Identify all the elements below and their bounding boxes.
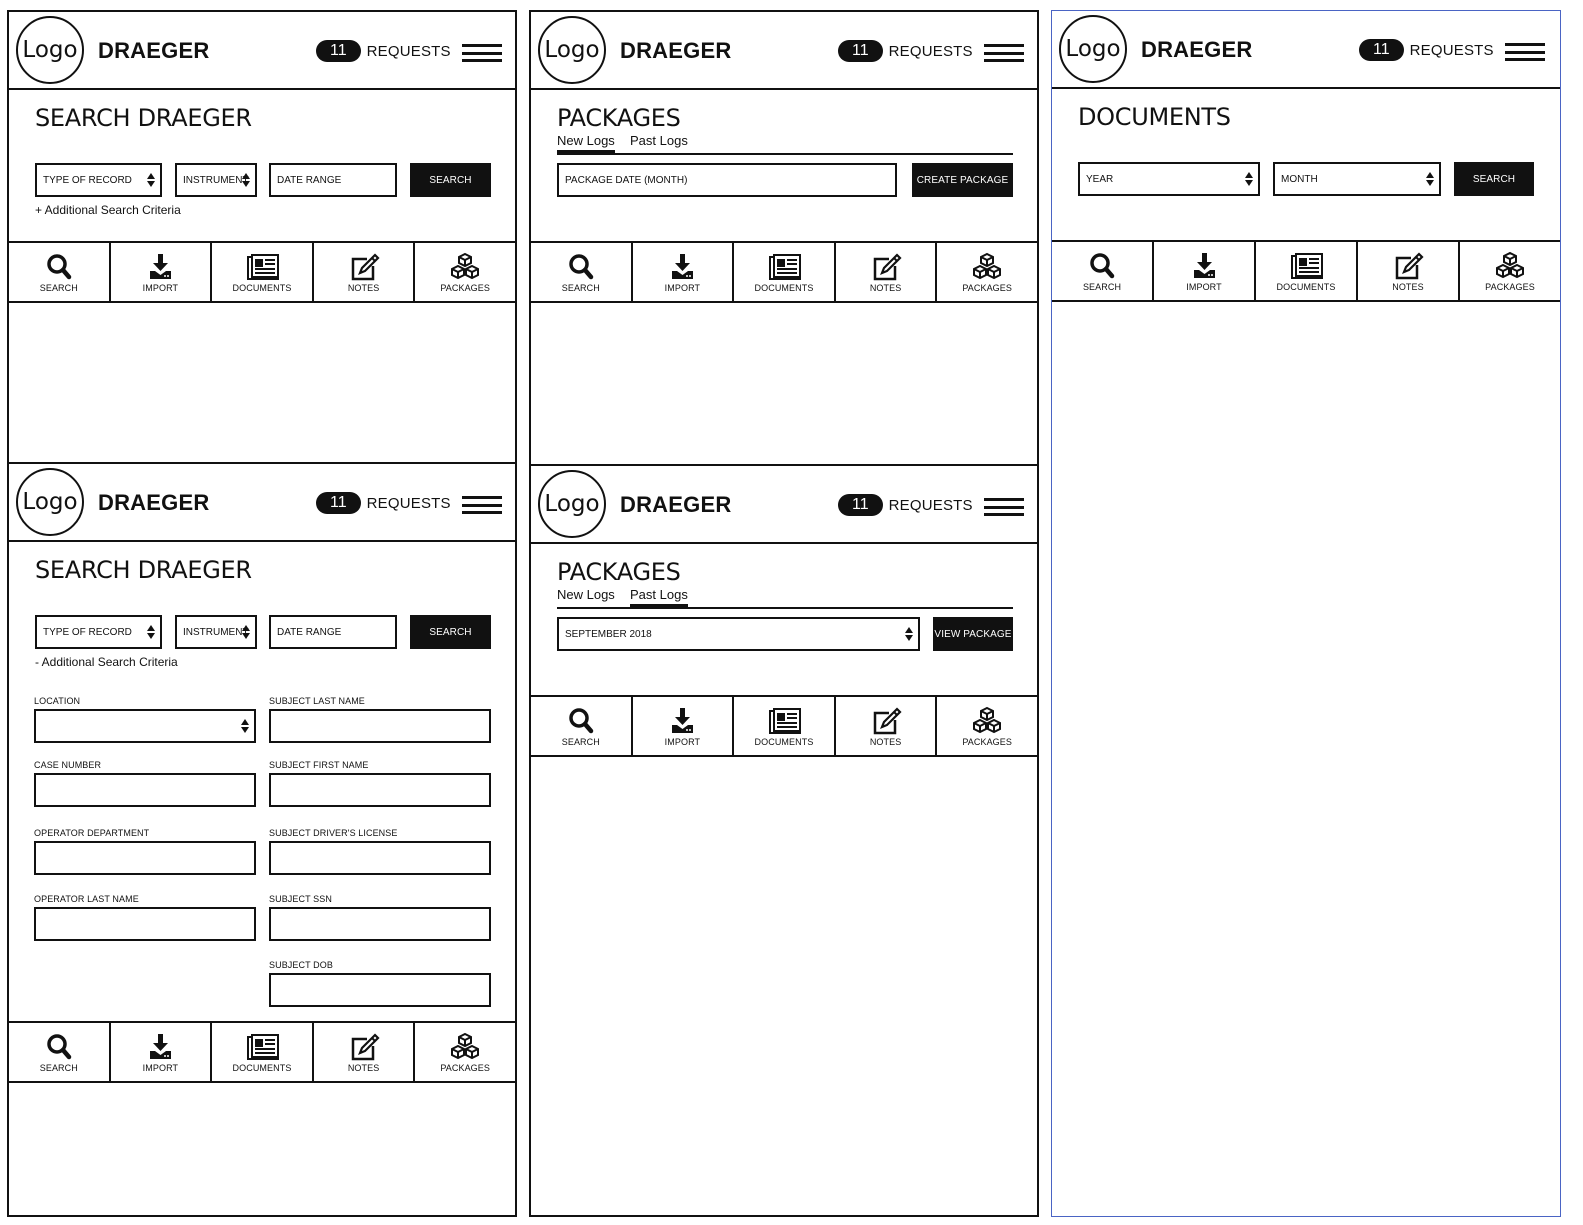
- nav-item-packages[interactable]: [937, 697, 1037, 755]
- nav-label: PACKAGES: [962, 736, 1012, 747]
- search-icon: [42, 252, 76, 282]
- nav-label: SEARCH: [39, 282, 78, 293]
- requests-indicator[interactable]: [1359, 39, 1494, 61]
- import-icon: [1187, 251, 1221, 281]
- nav-label: SEARCH: [561, 736, 600, 747]
- hamburger-menu-icon[interactable]: [1505, 43, 1545, 61]
- notes-icon: [1391, 251, 1425, 281]
- documents-icon: [245, 1032, 279, 1062]
- bottom-nav: [1052, 240, 1560, 302]
- logo[interactable]: Logo: [538, 470, 606, 538]
- search-icon: [564, 252, 598, 282]
- date-range-placeholder: DATE RANGE: [277, 174, 342, 186]
- requests-label: REQUESTS: [1409, 41, 1494, 59]
- app-header: [531, 466, 1037, 544]
- type-of-record-select[interactable]: [35, 163, 162, 197]
- subject-drivers-license-input[interactable]: [269, 841, 491, 875]
- location-label: LOCATION: [34, 696, 81, 706]
- package-month-value: SEPTEMBER 2018: [565, 628, 652, 640]
- nav-item-notes[interactable]: [836, 243, 938, 301]
- nav-label: DOCUMENTS: [232, 1062, 292, 1073]
- nav-item-search[interactable]: [9, 243, 111, 301]
- nav-item-import[interactable]: [111, 243, 213, 301]
- subject-first-name-input[interactable]: [269, 773, 491, 807]
- nav-item-search[interactable]: [1052, 242, 1154, 300]
- year-select[interactable]: [1078, 162, 1260, 196]
- nav-label: NOTES: [347, 1062, 380, 1073]
- year-value: YEAR: [1086, 173, 1114, 185]
- nav-item-notes[interactable]: [1358, 242, 1460, 300]
- requests-indicator[interactable]: [838, 494, 973, 516]
- requests-count-badge: 11: [316, 492, 361, 514]
- nav-label: SEARCH: [39, 1062, 78, 1073]
- select-caret-icon: [241, 719, 249, 733]
- nav-label: DOCUMENTS: [754, 736, 814, 747]
- requests-count-badge: 11: [316, 40, 361, 62]
- additional-criteria-toggle[interactable]: + Additional Search Criteria: [35, 203, 181, 217]
- import-icon: [143, 252, 177, 282]
- operator-department-input[interactable]: [34, 841, 256, 875]
- nav-label: IMPORT: [664, 282, 701, 293]
- brand-name: DRAEGER: [620, 492, 732, 517]
- subject-last-name-label: SUBJECT LAST NAME: [269, 696, 365, 706]
- tab-past-logs[interactable]: Past Logs: [630, 587, 688, 602]
- nav-label: IMPORT: [664, 736, 701, 747]
- nav-label: DOCUMENTS: [754, 282, 814, 293]
- nav-label: PACKAGES: [1485, 281, 1535, 292]
- requests-indicator[interactable]: [838, 40, 973, 62]
- tab-new-logs[interactable]: New Logs: [557, 587, 615, 602]
- instrument-value: INSTRUMENT: [183, 626, 249, 638]
- app-header: [9, 464, 515, 542]
- search-icon: [42, 1032, 76, 1062]
- subject-first-name-label: SUBJECT FIRST NAME: [269, 760, 369, 770]
- case-number-input[interactable]: [34, 773, 256, 807]
- page-title: SEARCH DRAEGER: [35, 104, 252, 132]
- page-title: DOCUMENTS: [1078, 103, 1231, 131]
- requests-count-badge: 11: [838, 40, 883, 62]
- import-icon: [143, 1032, 177, 1062]
- operator-department-label: OPERATOR DEPARTMENT: [34, 828, 150, 838]
- date-range-input[interactable]: [269, 163, 397, 197]
- brand-name: DRAEGER: [98, 38, 210, 63]
- package-month-select[interactable]: [557, 617, 920, 651]
- documents-icon: [1289, 251, 1323, 281]
- type-of-record-value: TYPE OF RECORD: [43, 626, 132, 638]
- nav-label: PACKAGES: [440, 1062, 490, 1073]
- nav-item-documents[interactable]: [734, 697, 836, 755]
- search-icon: [564, 706, 598, 736]
- select-caret-icon: [1245, 172, 1253, 186]
- requests-label: REQUESTS: [366, 42, 451, 60]
- app-header: [9, 12, 515, 90]
- tab-new-logs[interactable]: New Logs: [557, 133, 615, 148]
- nav-item-packages[interactable]: [415, 1023, 515, 1081]
- nav-item-import[interactable]: [1154, 242, 1256, 300]
- nav-item-documents[interactable]: [212, 243, 314, 301]
- package-date-input[interactable]: [557, 163, 897, 197]
- subject-dob-label: SUBJECT DOB: [269, 960, 333, 970]
- packages-icon: [448, 1032, 482, 1062]
- search-icon: [1085, 251, 1119, 281]
- nav-label: PACKAGES: [962, 282, 1012, 293]
- tab-past-logs[interactable]: Past Logs: [630, 133, 688, 148]
- documents-icon: [245, 252, 279, 282]
- nav-item-documents[interactable]: [734, 243, 836, 301]
- requests-count-badge: 11: [1359, 39, 1404, 61]
- nav-label: PACKAGES: [440, 282, 490, 293]
- nav-label: SEARCH: [561, 282, 600, 293]
- nav-item-import[interactable]: [633, 697, 735, 755]
- page-title: PACKAGES: [557, 558, 681, 586]
- nav-item-notes[interactable]: [836, 697, 938, 755]
- logo[interactable]: Logo: [538, 16, 606, 84]
- notes-icon: [347, 252, 381, 282]
- select-caret-icon: [905, 627, 913, 641]
- nav-label: DOCUMENTS: [1276, 281, 1336, 292]
- select-caret-icon: [242, 173, 250, 187]
- instrument-value: INSTRUMENT: [183, 174, 249, 186]
- view-package-button[interactable]: VIEW PACKAGE: [933, 617, 1013, 651]
- screen-search-expanded: [9, 462, 515, 1217]
- packages-icon: [970, 252, 1004, 282]
- wireframe-column-search: [7, 10, 517, 1217]
- nav-item-packages[interactable]: [1460, 242, 1560, 300]
- page-title: SEARCH DRAEGER: [35, 556, 252, 584]
- import-icon: [665, 706, 699, 736]
- app-header: [1052, 11, 1560, 89]
- nav-label: NOTES: [869, 282, 902, 293]
- notes-icon: [869, 706, 903, 736]
- additional-criteria-toggle[interactable]: - Additional Search Criteria: [35, 655, 178, 669]
- search-button[interactable]: SEARCH: [410, 615, 491, 649]
- search-button[interactable]: SEARCH: [1454, 162, 1534, 196]
- brand-name: DRAEGER: [98, 490, 210, 515]
- nav-item-search[interactable]: [531, 243, 633, 301]
- instrument-select[interactable]: [175, 163, 257, 197]
- nav-label: IMPORT: [1186, 281, 1222, 292]
- brand-name: DRAEGER: [1141, 37, 1253, 62]
- logo[interactable]: Logo: [16, 16, 84, 84]
- packages-icon: [448, 252, 482, 282]
- select-caret-icon: [147, 173, 155, 187]
- screen-packages-new-logs: [531, 12, 1037, 464]
- packages-icon: [1493, 251, 1527, 281]
- requests-label: REQUESTS: [366, 494, 451, 512]
- bottom-nav: [9, 241, 515, 303]
- nav-item-notes[interactable]: [314, 243, 416, 301]
- select-caret-icon: [242, 625, 250, 639]
- nav-label: IMPORT: [142, 282, 179, 293]
- instrument-select[interactable]: [175, 615, 257, 649]
- requests-indicator[interactable]: [316, 40, 451, 62]
- screen-packages-past-logs: [531, 464, 1037, 1217]
- screen-documents: [1052, 11, 1560, 1216]
- search-button[interactable]: SEARCH: [410, 163, 491, 197]
- nav-item-search[interactable]: [9, 1023, 111, 1081]
- brand-name: DRAEGER: [620, 38, 732, 63]
- app-header: [531, 12, 1037, 90]
- operator-last-name-label: OPERATOR LAST NAME: [34, 894, 139, 904]
- case-number-label: CASE NUMBER: [34, 760, 102, 770]
- logo[interactable]: Logo: [1059, 15, 1127, 83]
- nav-label: NOTES: [1392, 281, 1424, 292]
- select-caret-icon: [1426, 172, 1434, 186]
- bottom-nav: [531, 241, 1037, 303]
- nav-item-packages[interactable]: [937, 243, 1037, 301]
- requests-indicator[interactable]: [316, 492, 451, 514]
- month-value: MONTH: [1281, 173, 1318, 185]
- nav-label: NOTES: [869, 736, 902, 747]
- type-of-record-value: TYPE OF RECORD: [43, 174, 132, 186]
- nav-item-documents[interactable]: [1256, 242, 1358, 300]
- subject-dob-input[interactable]: [269, 973, 491, 1007]
- subject-drivers-license-label: SUBJECT DRIVER'S LICENSE: [269, 828, 398, 838]
- logo[interactable]: Logo: [16, 468, 84, 536]
- notes-icon: [347, 1032, 381, 1062]
- hamburger-menu-icon[interactable]: [984, 498, 1024, 516]
- location-select[interactable]: [34, 709, 256, 743]
- documents-icon: [767, 706, 801, 736]
- nav-label: SEARCH: [1082, 281, 1122, 292]
- month-select[interactable]: [1273, 162, 1441, 196]
- documents-icon: [767, 252, 801, 282]
- bottom-nav: [531, 695, 1037, 757]
- wireframe-column-documents: [1051, 10, 1561, 1217]
- subject-last-name-input[interactable]: [269, 709, 491, 743]
- nav-item-packages[interactable]: [415, 243, 515, 301]
- nav-item-notes[interactable]: [314, 1023, 416, 1081]
- date-range-placeholder: DATE RANGE: [277, 626, 342, 638]
- wireframe-column-packages: [529, 10, 1039, 1217]
- hamburger-menu-icon[interactable]: [462, 44, 502, 62]
- hamburger-menu-icon[interactable]: [462, 496, 502, 514]
- packages-icon: [970, 706, 1004, 736]
- notes-icon: [869, 252, 903, 282]
- nav-item-documents[interactable]: [212, 1023, 314, 1081]
- nav-item-import[interactable]: [111, 1023, 213, 1081]
- nav-item-import[interactable]: [633, 243, 735, 301]
- select-caret-icon: [147, 625, 155, 639]
- page-title: PACKAGES: [557, 104, 681, 132]
- requests-label: REQUESTS: [888, 42, 973, 60]
- screen-search-collapsed: [9, 12, 515, 462]
- nav-label: NOTES: [347, 282, 380, 293]
- nav-label: IMPORT: [142, 1062, 179, 1073]
- date-range-input[interactable]: [269, 615, 397, 649]
- requests-label: REQUESTS: [888, 496, 973, 514]
- import-icon: [665, 252, 699, 282]
- log-tabs: [557, 131, 1013, 155]
- log-tabs: [557, 585, 1013, 609]
- package-date-placeholder: PACKAGE DATE (MONTH): [565, 174, 688, 186]
- bottom-nav: [9, 1021, 515, 1083]
- operator-last-name-input[interactable]: [34, 907, 256, 941]
- subject-ssn-input[interactable]: [269, 907, 491, 941]
- subject-ssn-label: SUBJECT SSN: [269, 894, 332, 904]
- type-of-record-select[interactable]: [35, 615, 162, 649]
- create-package-button[interactable]: CREATE PACKAGE: [912, 163, 1013, 197]
- nav-label: DOCUMENTS: [232, 282, 292, 293]
- hamburger-menu-icon[interactable]: [984, 44, 1024, 62]
- nav-item-search[interactable]: [531, 697, 633, 755]
- requests-count-badge: 11: [838, 494, 883, 516]
